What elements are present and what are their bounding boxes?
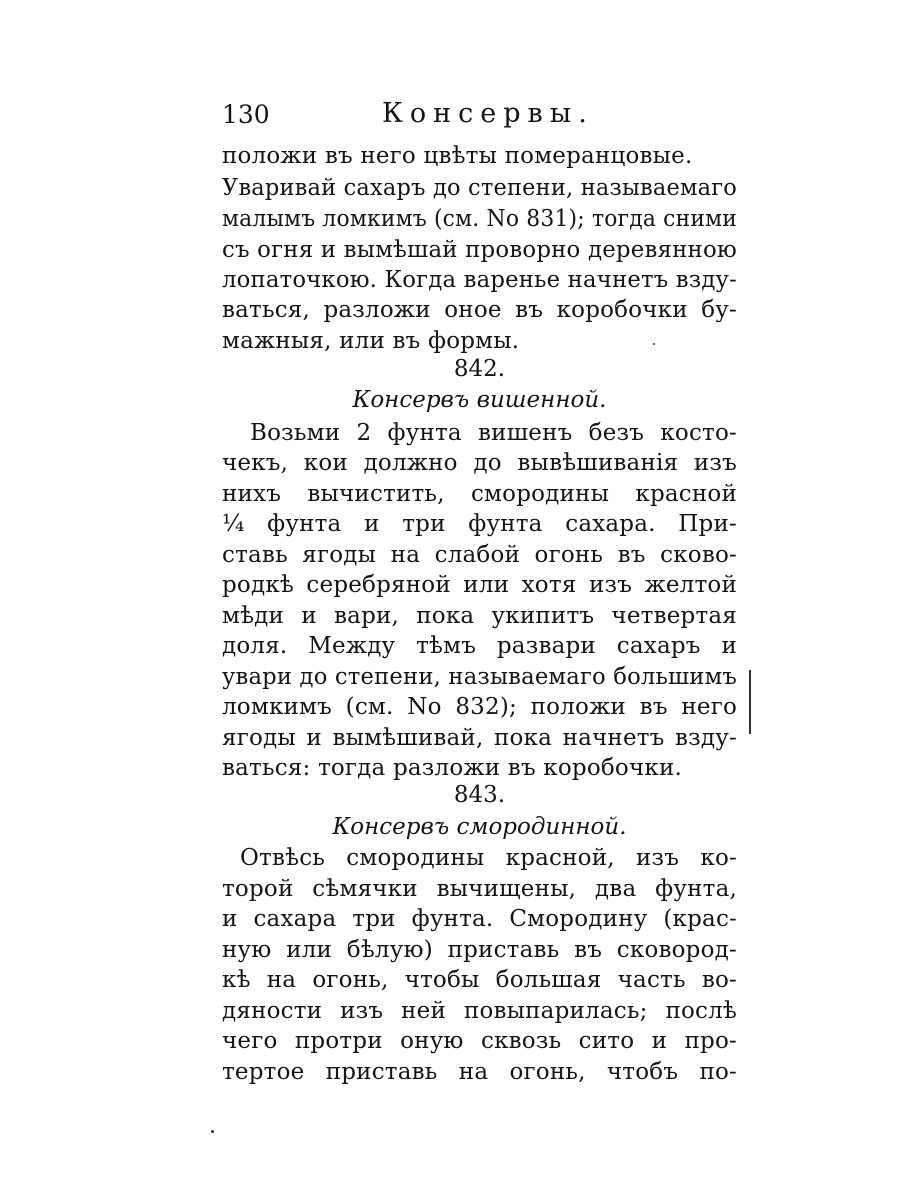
text-line: лопаточкою. Когда варенье начнетъ взду-: [222, 267, 737, 293]
text-line: доля. Между тѣмъ развари сахаръ и: [222, 633, 737, 659]
text-line: ¼ фунта и три фунта сахара. При-: [222, 511, 737, 537]
text-line: и сахара три фунта. Смородину (крас-: [222, 906, 737, 932]
text-line: Возьми 2 фунта вишенъ безъ косто-: [250, 420, 737, 446]
text-line: ломкимъ (см. No 832); положи въ него: [222, 694, 737, 720]
recipe-number: 843.: [453, 782, 506, 808]
text-line: родкѣ серебряной или хотя изъ желтой: [222, 572, 737, 598]
recipe-title: Консервъ смородинной.: [332, 814, 627, 840]
text-line: ягоды и вымѣшивай, пока начнетъ взду-: [222, 725, 737, 751]
text-line: кѣ на огонь, чтобы большая часть во-: [222, 967, 737, 993]
text-line: ставь ягоды на слабой огонь въ сково-: [222, 542, 737, 568]
text-line: торой сѣмячки вычищены, два фунта,: [222, 876, 737, 902]
text-line: ваться, разложи оное въ коробочки бу-: [222, 297, 737, 323]
page-number: 130: [222, 100, 270, 129]
text-line: чего протри оную сквозь сито и про-: [222, 1028, 737, 1054]
scan-speck: [211, 1130, 214, 1133]
text-line: мѣди и вари, пока укипитъ четвертая: [222, 603, 737, 629]
text-line: съ огня и вымѣшай проворно деревянною: [222, 237, 737, 263]
text-line: увари до степени, называемаго большимъ: [222, 664, 737, 690]
text-line: малымъ ломкимъ (см. No 831); тогда сними: [222, 206, 737, 232]
running-title: Консервы.: [382, 98, 594, 129]
text-line: чекъ, кои должно до вывѣшиванія изъ: [222, 450, 737, 476]
scan-mark: [749, 670, 751, 734]
text-line: дяности изъ ней повыпарилась; послѣ: [222, 998, 737, 1024]
page-header: [222, 98, 737, 134]
scan-speck: [653, 343, 655, 345]
text-line: Отвѣсь смородины красной, изъ ко-: [240, 845, 737, 871]
text-line: Уваривай сахаръ до степени, называемаго: [222, 175, 737, 201]
text-line: нихъ вычистить, смородины красной: [222, 481, 737, 507]
text-line: тертое приставь на огонь, чтобъ по-: [222, 1059, 737, 1085]
text-line: мажныя, или въ формы.: [222, 328, 520, 354]
recipe-title: Консервъ вишенной.: [352, 387, 607, 413]
text-line: положи въ него цвѣты померанцовые.: [222, 143, 693, 169]
text-line: ваться: тогда разложи въ коробочки.: [222, 755, 683, 781]
recipe-number: 842.: [453, 356, 506, 382]
text-line: ную или бѣлую) приставь въ сковород-: [222, 937, 737, 963]
